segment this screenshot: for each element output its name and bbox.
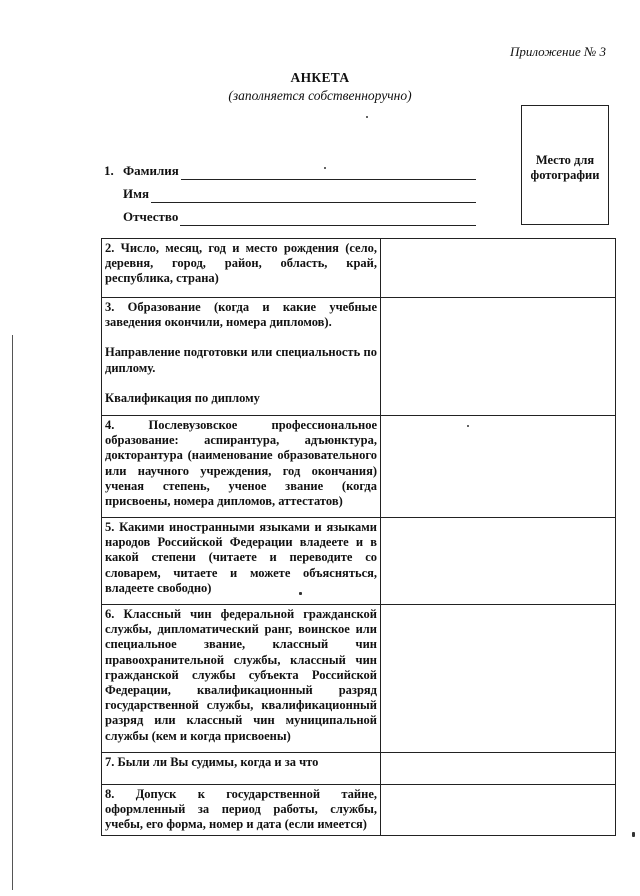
scan-speck xyxy=(324,167,326,169)
name-label: Имя xyxy=(123,186,149,201)
item-number: 1. xyxy=(104,163,114,178)
question-text-cell xyxy=(102,785,381,836)
appendix-label: Приложение № 3 xyxy=(509,44,606,59)
question-text-cell xyxy=(102,605,381,753)
question-row xyxy=(102,605,616,753)
question-row xyxy=(102,416,616,518)
answer-cell[interactable] xyxy=(381,785,616,836)
question-paragraph: 6. Классный чин федеральной гражданской службы, дипломатический ранг, воинское или специальное звание, классный чин правоохранительной службы, классный чин гражданской службы субъекта Российской Федерации, квалификационный разряд государственной службы, квалификационный разряд или классный чин муниципальной службы (кем и когда присвоены) xyxy=(105,607,377,743)
scan-margin-line xyxy=(12,335,13,890)
surname-field[interactable] xyxy=(181,179,476,180)
scan-speck xyxy=(632,832,635,837)
question-row xyxy=(102,518,616,605)
photo-placeholder xyxy=(521,105,609,225)
question-paragraph: Направление подготовки или специальность по диплому. xyxy=(105,345,377,375)
question-paragraph: 4. Послевузовское профессиональное образование: аспирантура, адъюнктура, докторантура (наименование образовательного или научного учреждения, год окончания) ученая степень, ученое звание (когда присвоены, номера дипломов, аттестатов) xyxy=(105,418,377,509)
question-paragraph: 5. Какими иностранными языками и языками народов Российской Федерации владеете и в какой степени (читаете и переводите со словарем, читаете и можете объясняться, владеете свободно) xyxy=(105,520,377,595)
name-field[interactable] xyxy=(151,202,476,203)
answer-cell[interactable] xyxy=(381,518,616,605)
patronymic-label: Отчество xyxy=(123,209,179,224)
question-paragraph: 2. Число, месяц, год и место рождения (село, деревня, город, район, область, край, республика, страна) xyxy=(105,241,377,286)
name-row xyxy=(123,186,149,202)
patronymic-row xyxy=(123,209,178,225)
question-row xyxy=(102,239,616,298)
question-paragraph: 7. Были ли Вы судимы, когда и за что xyxy=(105,755,319,769)
form-title: АНКЕТА xyxy=(290,70,350,85)
question-paragraph: 3. Образование (когда и какие учебные заведения окончили, номера дипломов). xyxy=(105,300,377,330)
answer-cell[interactable] xyxy=(381,753,616,785)
question-text-cell xyxy=(102,518,381,605)
question-text-cell xyxy=(102,239,381,298)
question-paragraph: 8. Допуск к государственной тайне, оформленный за период работы, службы, учебы, его форма, номер и дата (если имеется) xyxy=(105,787,377,832)
photo-label: Место для фотографии xyxy=(530,153,600,182)
patronymic-field[interactable] xyxy=(180,225,476,226)
question-text-cell xyxy=(102,753,381,785)
answer-cell[interactable] xyxy=(381,239,616,298)
paragraph-gap xyxy=(105,376,377,391)
scan-speck xyxy=(366,116,368,118)
question-row xyxy=(102,298,616,416)
question-paragraph: Квалификация по диплому xyxy=(105,390,260,405)
question-row xyxy=(102,753,616,785)
form-subtitle: (заполняется собственноручно) xyxy=(228,88,412,103)
question-text-cell xyxy=(102,416,381,518)
paragraph-gap xyxy=(105,330,377,345)
answer-cell[interactable] xyxy=(381,416,616,518)
question-text-cell xyxy=(102,298,381,416)
answer-cell[interactable] xyxy=(381,298,616,416)
scan-speck xyxy=(299,592,302,595)
answer-cell[interactable] xyxy=(381,605,616,753)
surname-row xyxy=(104,163,179,179)
scan-speck xyxy=(467,425,469,427)
question-row xyxy=(102,785,616,836)
surname-label: Фамилия xyxy=(123,163,179,178)
questionnaire-table xyxy=(101,238,616,836)
